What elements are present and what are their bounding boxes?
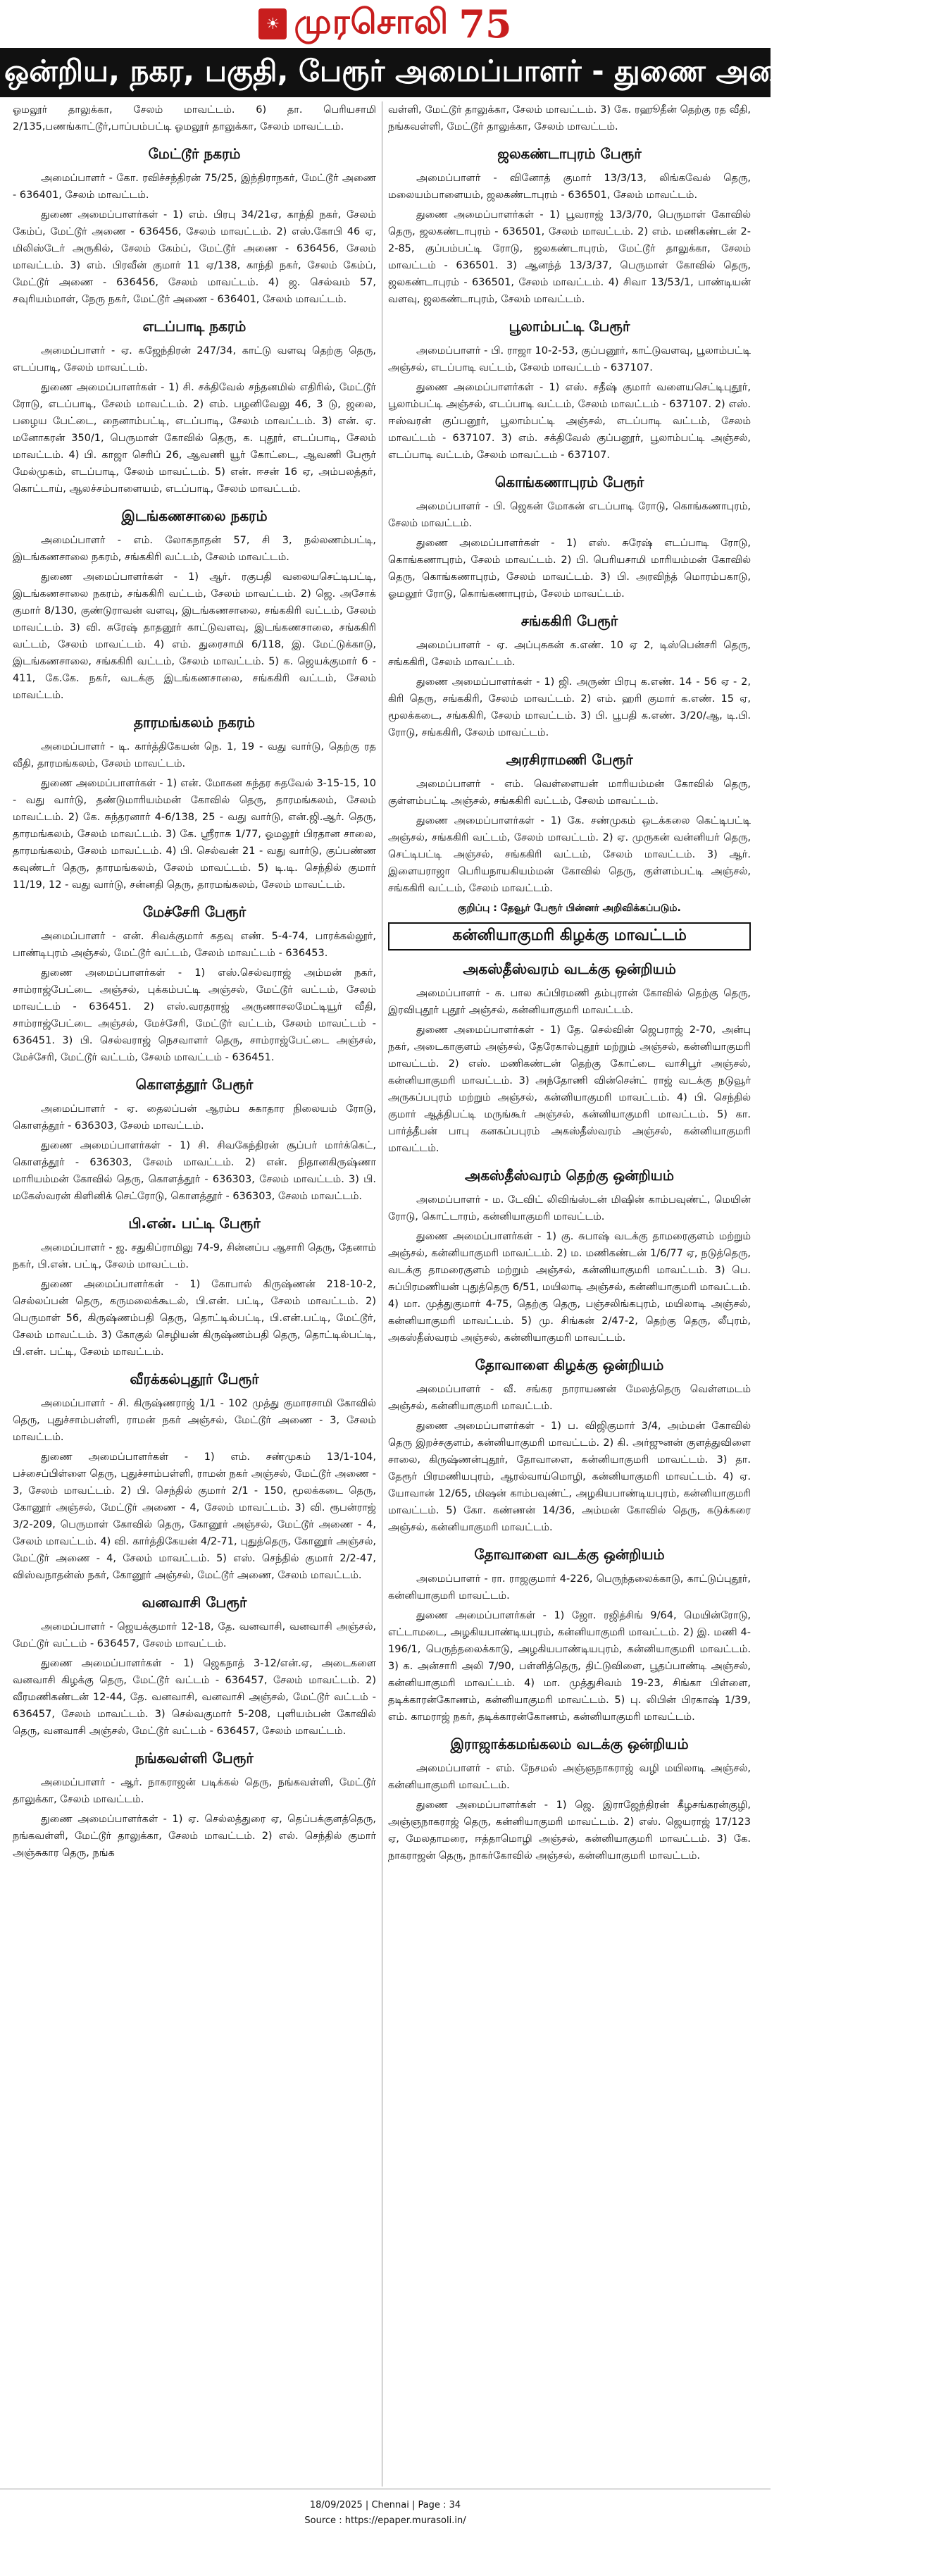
listing-paragraph: அமைப்பாளர் - ஏ. தைலப்பன் ஆரம்ப சுகாதார நிலையம் ரோடு, கொளத்தூர் - 636303, சேலம் மாவட்டம்.	[13, 1103, 376, 1132]
section-heading: மேட்டூர் நகரம்	[148, 145, 241, 162]
listing-paragraph: அமைப்பாளர் - பி. ராஜா 10-2-53, குப்பனூர், காட்டுவளவு, பூலாம்பட்டி அஞ்சல், எடப்பாடி வட்டம், சேலம் மாவட்டம் - 637107.	[388, 345, 751, 373]
listing-paragraph: துணை அமைப்பாளர்கள் - 1) ஜோ. ரஜித்சிங் 9/64, மெயின்ரோடு, எட்டாமடை, அழகியபாண்டியபுரம், கன்னியாகுமரி மாவட்டம். 2) இ. மணி 4-196/1, பெருந்தலைக்காடு, அழகியபாண்டியபுரம், கன்னியாகுமரி மாவட்டம். 3) க. அன்சாரி அலி 7/90, பள்ளித்தெரு, திட்டுவிளை, பூதப்பாண்டி அஞ்சல், கன்னியாகுமரி மாவட்டம். 4) மா. முத்துசிவம் 19-23, சிங்கா பிள்ளை, தடிக்காரன்கோணம், கன்னியாகுமரி மாவட்டம். 5) பு. லிபின் பிரகாஷ் 1/39, எம். காமராஜ் நகர், தடிக்காரன்கோணம், கன்னியாகுமரி மாவட்டம்.	[388, 1610, 751, 1723]
section-heading: தோவாளை கிழக்கு ஒன்றியம்	[475, 1356, 664, 1373]
listing-paragraph: துணை அமைப்பாளர்கள் - 1) எம். சண்முகம் 13/1-104, பச்சைப்பிள்ளை தெரு, புதுச்சாம்பள்ளி, ராமன் நகர் அஞ்சல், மேட்டூர் அணை - 3, சேலம் மாவட்டம். 2) பி. செந்தில் குமார் 2/1 - 150, மூலக்கடை தெரு, கோனூர் அஞ்சல், மேட்டூர் அணை - 4, சேலம் மாவட்டம். 3) வி. ரூபன்ராஜ் 3/2-209, பெருமாள் கோவில் தெரு, கோனூர் அஞ்சல், மேட்டூர் அணை - 4, சேலம் மாவட்டம். 4) வி. கார்த்திகேயன் 4/2-71, புதுத்தெரு, கோனூர் அஞ்சல், மேட்டூர் அணை - 4, சேலம் மாவட்டம். 5) எஸ். செந்தில் குமார் 2/2-47, விஸ்வநாதன்ஸ் நகர், கோனூர் அஞ்சல், மேட்டூர் அணை, சேலம் மாவட்டம்.	[13, 1451, 376, 1581]
listing-paragraph: அமைப்பாளர் - ஏ. அப்புசுகன் க.எண். 10 ஏ 2, டிஸ்பென்சரி தெரு, சங்ககிரி, சேலம் மாவட்டம்.	[388, 640, 751, 668]
section-heading: தாரமங்கலம் நகரம்	[134, 714, 255, 731]
section-heading: மேச்சேரி பேரூர்	[142, 903, 247, 920]
listing-paragraph: அமைப்பாளர் - ஏ. கஜேந்திரன் 247/34, காட்டு வளவு தெற்கு தெரு, எடப்பாடி, சேலம் மாவட்டம்.	[13, 345, 376, 373]
section-heading: இராஜாக்கமங்கலம் வடக்கு ஒன்றியம்	[450, 1735, 689, 1752]
section-heading: வனவாசி பேரூர்	[142, 1594, 247, 1611]
listing-paragraph: அமைப்பாளர் - சி. கிருஷ்ணராஜ் 1/1 - 102 முத்து குமாரசாமி கோவில் தெரு, புதுச்சாம்பள்ளி, ராமன் நகர் அஞ்சல், மேட்டூர் அணை - 3, சேலம் மாவட்டம்.	[13, 1398, 376, 1443]
page-footer	[0, 2489, 771, 2529]
listing-paragraph: அமைப்பாளர் - ஜெயக்குமார் 12-18, தே. வனவாசி, வனவாசி அஞ்சல், மேட்டூர் வட்டம் - 636457, சேலம் மாவட்டம்.	[13, 1621, 376, 1649]
listing-paragraph: அமைப்பாளர் - வீ. சங்கர நாராயணன் மேலத்தெரு வெள்ளமடம் அஞ்சல், கன்னியாகுமரி மாவட்டம்.	[388, 1384, 751, 1412]
section-heading: எடப்பாடி நகரம்	[142, 318, 247, 335]
listing-paragraph: துணை அமைப்பாளர்கள் - 1) ஆர். ரகுபதி வலையசெட்டிபட்டி, இடங்கணசாலை நகரம், சங்ககிரி வட்டம், சேலம் மாவட்டம். 2) ஜெ. அசோக் குமார் 8/130, குண்டுராவன் வளவு, இடங்கணசாலை, சங்ககிரி வட்டம், சேலம் மாவட்டம். 3) வி. சுரேஷ் தாதனூர் காட்டுவளவு, இடங்கணசாலை, சங்ககிரி வட்டம், சேலம் மாவட்டம். 4) எம். துரைசாமி 6/118, இ. மேட்டுக்காடு, இடங்கணசாலை, சங்ககிரி வட்டம், சேலம் மாவட்டம். 5) க. ஜெயக்குமார் 6 - 411, கே.கே. நகர், வடக்கு இடங்கணசாலை, சங்ககிரி வட்டம், சேலம் மாவட்டம்.	[13, 571, 376, 701]
listing-paragraph: அமைப்பாளர் - எம். லோகநாதன் 57, சி 3, நல்லணம்பட்டி, இடங்கணசாலை நகரம், சங்ககிரி வட்டம், சேலம் மாவட்டம்.	[13, 535, 376, 563]
section-heading: கொளத்தூர் பேரூர்	[135, 1076, 254, 1093]
listing-paragraph: துணை அமைப்பாளர்கள் - 1) எஸ்.செல்வராஜ் அம்மன் நகர், சாம்ராஜ்பேட்டை அஞ்சல், புக்கம்பட்டி அஞ்சல், மேட்டூர் வட்டம், சேலம் மாவட்டம் - 636451. 2) எஸ்.வரதராஜ் அருணாசலமேட்டியூர் வீதி, சாம்ராஜ்பேட்டை அஞ்சல், மேச்சேரி, மேட்டூர் வட்டம், சேலம் மாவட்டம் - 636451. 3) பி. செல்வராஜ் நெசவாளர் தெரு, சாம்ராஜ்பேட்டை அஞ்சல், மேச்சேரி, மேட்டூர் வட்டம், சேலம் மாவட்டம் - 636451.	[13, 967, 376, 1063]
listing-paragraph: துணை அமைப்பாளர்கள் - 1) கோபால் கிருஷ்ணன் 218-10-2, செல்லப்பன் தெரு, கருமலைக்கூடல், பி.என். பட்டி, சேலம் மாவட்டம். 2) பெருமாள் 56, கிருஷ்ணம்பதி தெரு, தொட்டில்பட்டி, பி.என்.பட்டி, மேட்டூர், சேலம் மாவட்டம். 3) கோகுல் செழியன் கிருஷ்ணம்பதி தெரு, தொட்டில்பட்டி, பி.என். பட்டி, சேலம் மாவட்டம்.	[13, 1279, 376, 1358]
section-heading: அரசிராமணி பேரூர்	[506, 751, 633, 768]
section-heading: இடங்கணசாலை நகரம்	[121, 507, 268, 524]
masthead	[0, 0, 771, 48]
listing-paragraph: அமைப்பாளர் - பி. ஜெகன் மோகன் எடப்பாடி ரோடு, கொங்கணாபுரம், சேலம் மாவட்டம்.	[388, 501, 751, 529]
listing-paragraph: துணை அமைப்பாளர்கள் - 1) கே. சண்முகம் ஒடக்கலை கெட்டிபட்டி அஞ்சல், சங்ககிரி வட்டம், சேலம் மாவட்டம். 2) ஏ. முருகன் வன்னியர் தெரு, செட்டிபட்டி அஞ்சல், சங்ககிரி வட்டம், சேலம் மாவட்டம். 3) ஆர். இளையராஜா பெரியநாயகியம்மன் கோவில் தெரு, குள்ளம்பட்டி அஞ்சல், சங்ககிரி வட்டம், சேலம் மாவட்டம்.	[388, 815, 751, 894]
district-title-box: கன்னியாகுமரி கிழக்கு மாவட்டம்	[388, 922, 751, 950]
listing-paragraph: துணை அமைப்பாளர்கள் - 1) கு. சுபாஷ் வடக்கு தாமரைகுளம் மற்றும் அஞ்சல், கன்னியாகுமரி மாவட்டம். 2) ம. மணிகண்டன் 1/6/77 ஏ, நடுத்தெரு, வடக்கு தாமரைகுளம் மற்றும் அஞ்சல், கன்னியாகுமரி மாவட்டம். 3) பெ. சுப்பிரமணியன் புதுத்தெரு 6/51, மயிலாடி அஞ்சல், கன்னியாகுமரி மாவட்டம். 4) மா. முத்துகுமார் 4-75, தெற்கு தெரு, பஞ்சலிங்கபுரம், மயிலாடி அஞ்சல், கன்னியாகுமரி மாவட்டம். 5) மு. சிங்கன் 2/47-2, தெற்கு தெரு, லீபுரம், அகஸ்தீஸ்வரம் அஞ்சல், கன்னியாகுமரி மாவட்டம்.	[388, 1231, 751, 1344]
note-line: குறிப்பு : தேவூர் பேரூர் பின்னர் அறிவிக்கப்படும்.	[458, 903, 681, 914]
listing-paragraph: துணை அமைப்பாளர்கள் - 1) சி. சிவகேந்திரன் சூப்பர் மார்க்கெட், கொளத்தூர் - 636303, சேலம் மாவட்டம். 2) என். நிதானகிருஷ்ணா மாரியம்மன் கோவில் தெரு, கொளத்தூர் - 636303, சேலம் மாவட்டம். 3) பி. மகேஸ்வரன் கிளினிக் செட்ரோடு, கொளத்தூர் - 636303, சேலம் மாவட்டம்.	[13, 1140, 376, 1202]
newspaper-brand: முரசொலி	[294, 2, 449, 42]
section-heading: வீரக்கல்புதூர் பேரூர்	[130, 1370, 259, 1387]
listing-paragraph: துணை அமைப்பாளர்கள் - 1) ஏ. செல்லத்துரை ஏ, தெப்பக்குளத்தெரு, நங்கவள்ளி, மேட்டூர் தாலுக்கா, சேலம் மாவட்டம். 2) எல். செந்தில் குமார் அஞ்சுகார தெரு, நங்க	[13, 1814, 376, 1859]
listing-paragraph: அமைப்பாளர் - எம். வெள்ளையன் மாரியம்மன் கோவில் தெரு, குள்ளம்பட்டி அஞ்சல், சங்ககிரி வட்டம், சேலம் மாவட்டம்.	[388, 779, 751, 807]
listing-paragraph: வள்ளி, மேட்டூர் தாலுக்கா, சேலம் மாவட்டம். 3) கே. ரஹூதீன் தெற்கு ரத வீதி, நங்கவள்ளி, மேட்டூர் தாலுக்கா, சேலம் மாவட்டம்.	[388, 104, 751, 132]
listing-paragraph: துணை அமைப்பாளர்கள் - 1) ஜெகநாத் 3-12/என்.ஏ, அடைகளை வனவாசி கிழக்கு தெரு, மேட்டூர் வட்டம் - 636457, சேலம் மாவட்டம். 2) வீரமணிகண்டன் 12-44, தே. வனவாசி, வனவாசி அஞ்சல், மேட்டூர் வட்டம் - 636457, சேலம் மாவட்டம். 3) செல்வகுமார் 5-208, புளியம்பன் கோவில் தெரு, வனவாசி அஞ்சல், மேட்டூர் வட்டம் - 636457, சேலம் மாவட்டம்.	[13, 1658, 376, 1737]
listing-paragraph: துணை அமைப்பாளர்கள் - 1) சி. சக்திவேல் சந்தனமில் எதிரில், மேட்டூர் ரோடு, எடப்பாடி, சேலம் மாவட்டம். 2) எம். பழனிவேலு 46, 3 டு, ஜலை, பழைய பேட்டை, நைனாம்பட்டி, எடப்பாடி, சேலம் மாவட்டம். 3) என். ஏ. மனோகரன் 350/1, பெருமாள் கோவில் தெரு, க. புதூர், எடப்பாடி, சேலம் மாவட்டம். 4) பி. காஜா செரிப் 26, ஆவணி யூர் கோட்டை, ஆவணி பேரூர் மேல்முகம், எடப்பாடி, சேலம் மாவட்டம். 5) என். ஈசன் 16 ஏ, அம்பலத்தர், கொட்டாய், ஆலச்சம்பாளையம், எடப்பாடி, சேலம் மாவட்டம்.	[13, 382, 376, 495]
rising-sun-emblem-icon: ☀	[258, 8, 287, 39]
listing-paragraph: அமைப்பாளர் - ஆர். நாகராஜன் படிக்கல் தெரு, நங்கவள்ளி, மேட்டூர் தாலுக்கா, சேலம் மாவட்டம்.	[13, 1777, 376, 1805]
listing-paragraph: ஓமலூர் தாலுக்கா, சேலம் மாவட்டம். 6) தா. பெரியசாமி 2/135,பணங்காட்டூர்,பாப்பம்பட்டி ஓமலூர் தாலுக்கா, சேலம் மாவட்டம்.	[13, 104, 376, 132]
section-heading: பி.என். பட்டி பேரூர்	[128, 1215, 261, 1232]
section-heading: கொங்கணாபுரம் பேரூர்	[494, 473, 644, 490]
section-heading: நங்கவள்ளி பேரூர்	[135, 1750, 254, 1766]
section-heading: அகஸ்தீஸ்வரம் வடக்கு ஒன்றியம்	[463, 960, 676, 977]
section-heading: ஜலகண்டாபுரம் பேரூர்	[497, 145, 642, 162]
listing-paragraph: அமைப்பாளர் - ரா. ராஜகுமார் 4-226, பெருந்தலைக்காடு, காட்டுப்புதூர், கன்னியாகுமரி மாவட்டம்.	[388, 1573, 751, 1602]
listing-paragraph: அமைப்பாளர் - ஜ. சதுகிப்ராமிலு 74-9, சின்னப்ப ஆசாரி தெரு, தேனாம் நகர், பி.என். பட்டி, சேலம் மாவட்டம்.	[13, 1242, 376, 1270]
listing-paragraph: அமைப்பாளர் - டி. கார்த்திகேயன் நெ. 1, 19 - வது வார்டு, தெற்கு ரத வீதி, தாரமங்கலம், சேலம் மாவட்டம்.	[13, 741, 376, 769]
listing-paragraph: அமைப்பாளர் - என். சிவக்குமார் கதவு எண். 5-4-74, பாரக்கல்லூர், பாண்டிபுரம் அஞ்சல், மேட்டூர் வட்டம், சேலம் மாவட்டம் - 636453.	[13, 931, 376, 959]
headline-banner	[0, 48, 948, 97]
listing-paragraph: துணை அமைப்பாளர்கள் - 1) ப. விஜிகுமார் 3/4, அம்மன் கோவில் தெரு இறச்சகுளம், கன்னியாகுமரி மாவட்டம். 2) கி. அர்ஜுனன் குளத்துவிளை சாலை, கிருஷ்ணன்புதூர், தோவாளை, கன்னியாகுமரி மாவட்டம். 3) தா. தேரூர் பிரமணியபுரம், ஆரல்வாய்மொழி, கன்னியாகுமரி மாவட்டம். 4) ஏ. யோவான் 12/65, மிஷன் காம்பவுண்ட், அழகியபாண்டியபுரம், கன்னியாகுமரி மாவட்டம். 5) கோ. கண்ணன் 14/36, அம்மன் கோவில் தெரு, கடுக்கரை அஞ்சல், கன்னியாகுமரி மாவட்டம்.	[388, 1420, 751, 1533]
article-columns	[0, 97, 771, 2487]
listing-paragraph: அமைப்பாளர் - ம. டேவிட் லிவிங்ஸ்டன் மிஷின் காம்பவுண்ட், மெயின் ரோடு, கொட்டாரம், கன்னியாகுமரி மாவட்டம்.	[388, 1194, 751, 1222]
section-heading: அகஸ்தீஸ்வரம் தெற்கு ஒன்றியம்	[465, 1167, 674, 1184]
listing-paragraph: துணை அமைப்பாளர்கள் - 1) ஜி. அருண் பிரபு க.எண். 14 - 56 ஏ - 2, கிரி தெரு, சங்ககிரி, சேலம் மாவட்டம். 2) எம். ஹரி குமார் க.எண். 15 ஏ, மூலக்கடை, சங்ககிரி, சேலம் மாவட்டம். 3) பி. பூபதி க.எண். 3/20/ஆ, டி.பி. ரோடு, சங்ககிரி, சேலம் மாவட்டம்.	[388, 676, 751, 738]
listing-paragraph: துணை அமைப்பாளர்கள் - 1) என். மோகன சுந்தர சுதவேல் 3-15-15, 10 - வது வார்டு, தண்டுமாரியம்மன் கோவில் தெரு, தாரமங்கலம், சேலம் மாவட்டம். 2) கே. சுந்தரனார் 4-6/138, 25 - வது வார்டு, என்.ஜி.ஆர். தெரு, தாரமங்கலம், சேலம் மாவட்டம். 3) கே. ஸ்ரீராசு 1/77, ஓமலூர் பிரதான சாலை, தாரமங்கலம், சேலம் மாவட்டம். 4) பி. செல்வன் 21 - வது வார்டு, குப்பண்ண கவுண்டர் தெரு, தாரமங்கலம், சேலம் மாவட்டம். 5) டி.டி. செந்தில் குமார் 11/19, 12 - வது வார்டு, சன்னதி தெரு, தாரமங்கலம், சேலம் மாவட்டம்.	[13, 778, 376, 891]
listing-paragraph: துணை அமைப்பாளர்கள் - 1) எஸ். சதீஷ் குமார் வளையசெட்டிபுதூர், பூலாம்பட்டி அஞ்சல், எடப்பாடி வட்டம், சேலம் மாவட்டம் - 637107. 2) எஸ். ஈஸ்வரன் குப்பனூர், பூலாம்பட்டி அஞ்சல், எடப்பாடி வட்டம், சேலம் மாவட்டம் - 637107. 3) எம். சக்திவேல் குப்பனூர், பூலாம்பட்டி அஞ்சல், எடப்பாடி வட்டம், சேலம் மாவட்டம் - 637107.	[388, 382, 751, 461]
listing-paragraph: துணை அமைப்பாளர்கள் - 1) தே. செல்வின் ஜெபராஜ் 2-70, அன்பு நகர், அடைகாகுளம் அஞ்சல், தேரேகால்புதூர் மற்றும் அஞ்சல், கன்னியாகுமரி மாவட்டம். 2) எஸ். மணிகண்டன் தெற்கு கோட்டை வாசிபூர் அஞ்சல், கன்னியாகுமரி மாவட்டம். 3) அந்தோணி வின்சென்ட் ராஜ் வடக்கு நடுவூர் அருகப்பபுரம் மற்றும் அஞ்சல், கன்னியாகுமரி மாவட்டம். 4) பி. செந்தில் குமார் ஆத்திபட்டி மருங்கூர் அஞ்சல், கன்னியாகுமரி மாவட்டம். 5) கா. பார்த்தீபன் பாபு கனகப்பபுரம் அகஸ்தீஸ்வரம் அஞ்சல், கன்னியாகுமரி மாவட்டம்.	[388, 1024, 751, 1154]
page-headline: ஒன்றிய, நகர, பகுதி, பேரூர் அமைப்பாளர் - துணை அமைப்பாளர்கள்	[4, 53, 948, 88]
right-column	[382, 101, 756, 2487]
section-heading: சங்ககிரி பேரூர்	[520, 612, 618, 629]
listing-paragraph: அமைப்பாளர் - சு. பால சுப்பிரமணி தம்புரான் கோவில் தெற்கு தெரு, இரவிபுதூர் புதூர் அஞ்சல், கன்னியாகுமரி மாவட்டம்.	[388, 988, 751, 1016]
listing-paragraph: துணை அமைப்பாளர்கள் - 1) எம். பிரபு 34/21ஏ, காந்தி நகர், சேலம் கேம்ப், மேட்டூர் அணை - 636456, சேலம் மாவட்டம். 2) எஸ்.கோபி 46 ஏ, மிலிஸ்டேர் அருகில், சேலம் கேம்ப், மேட்டூர் அணை - 636456, சேலம் மாவட்டம். 3) எம். பிரவீன் குமார் 11 ஏ/138, காந்தி நகர், சேலம் கேம்ப், மேட்டூர் அணை - 636456, சேலம் மாவட்டம். 4) ஜ. செல்வம் 57, சவுரியம்மாள், நேரு நகர், மேட்டூர் அணை - 636401, சேலம் மாவட்டம்.	[13, 209, 376, 305]
listing-paragraph: துணை அமைப்பாளர்கள் - 1) ஜெ. இராஜேந்திரன் கீழசங்கரன்குழி, அஞ்ஞநாகராஜ் தெரு, கன்னியாகுமரி மாவட்டம். 2) எஸ். ஜெயராஜ் 17/123 ஏ, மேலதாமரை, ஈத்தாமொழி அஞ்சல், கன்னியாகுமரி மாவட்டம். 3) கே. நாகராஜன் தெரு, நாகர்கோவில் அஞ்சல், கன்னியாகுமரி மாவட்டம்.	[388, 1800, 751, 1862]
listing-paragraph: துணை அமைப்பாளர்கள் - 1) பூவராஜ் 13/3/70, பெருமாள் கோவில் தெரு, ஜலகண்டாபுரம் - 636501, சேலம் மாவட்டம். 2) எம். மணிகண்டன் 2-2-85, குப்பம்பட்டி ரோடு, ஜலகண்டாபுரம், மேட்டூர் தாலுக்கா, சேலம் மாவட்டம் - 636501. 3) ஆனந்த் 13/3/37, பெருமாள் கோவில் தெரு, ஜலகண்டாபுரம் - 636501, சேலம் மாவட்டம். 4) சிவா 13/53/1, பாண்டியன் வளவு, ஜலகண்டாபுரம், சேலம் மாவட்டம்.	[388, 209, 751, 305]
left-column	[7, 101, 382, 2487]
footer-date-line: 18/09/2025 | Chennai | Page : 34	[309, 2500, 461, 2510]
listing-paragraph: அமைப்பாளர் - கோ. ரவிச்சந்திரன் 75/25, இந்திராநகர், மேட்டூர் அணை - 636401, சேலம் மாவட்டம்.	[13, 173, 376, 201]
footer-source-line[interactable]: Source : https://epaper.murasoli.in/	[304, 2515, 466, 2526]
listing-paragraph: அமைப்பாளர் - எம். நேசமல் அஞ்ஞநாகராஜ் வழி மயிலாடி அஞ்சல், கன்னியாகுமரி மாவட்டம்.	[388, 1763, 751, 1791]
section-heading: தோவாளை வடக்கு ஒன்றியம்	[474, 1546, 665, 1563]
section-heading: பூலாம்பட்டி பேரூர்	[509, 318, 630, 335]
listing-paragraph: அமைப்பாளர் - வினோத் குமார் 13/3/13, லிங்கவேல் தெரு, மலையம்பாளையம், ஜலகண்டாபுரம் - 636501, சேலம் மாவட்டம்.	[388, 173, 751, 201]
anniversary-number: 75	[459, 1, 512, 47]
listing-paragraph: துணை அமைப்பாளர்கள் - 1) எஸ். சுரேஷ் எடப்பாடி ரோடு, கொங்கணாபுரம், சேலம் மாவட்டம். 2) பி. பெரியசாமி மாரியம்மன் கோவில் தெரு, கொங்கணாபுரம், சேலம் மாவட்டம். 3) பி. அரவிந்த் மொரம்பகாடு, ஓமலூர் ரோடு, கொங்கணாபுரம், சேலம் மாவட்டம்.	[388, 538, 751, 600]
